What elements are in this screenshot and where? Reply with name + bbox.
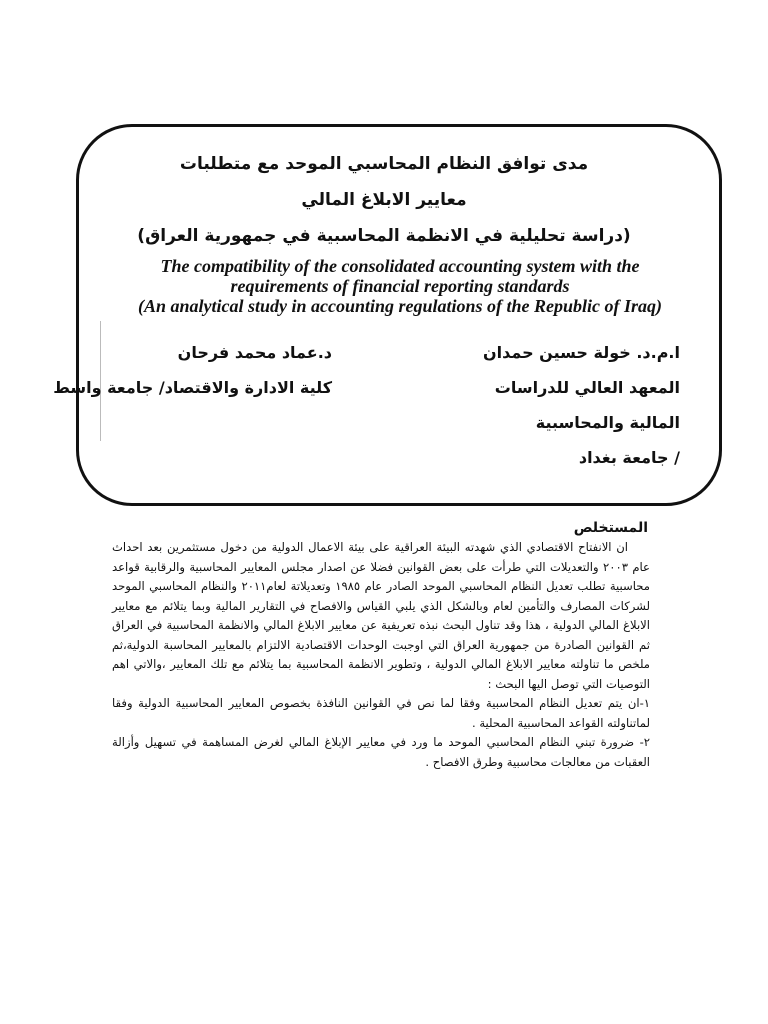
- abstract-heading: المستخلص: [573, 520, 648, 536]
- author1-affiliation-line-2: المالية والمحاسبية: [535, 413, 680, 432]
- abstract-paragraph: ان الانفتاح الاقتصادي الذي شهدته البيئة العراقية على بيئة الاعمال الدولية من دخول مستثمرين بعد احداث عام ٢٠٠٣ والتعديلات التي طرأت على بعض القوانين فضلا عن اصدار مجلس المعايير المحاسبية والرقابية قواعد محاسبية تطلب تعديل النظام المحاسبي الموحد الصادر عام ١٩٨٥ وتعديلاتة لعام٢٠١١ والنظام المحاسبي الموحد لشركات المصارف والتأمين لعام وبالشكل الذي يلبي القياس والافصاح في التقارير المالية وبما يتلائم مع معايير الابلاغ المالي الدولية ، هذا وقد تناول البحث نبذه تعريفية عن معايير الابلاغ المالي والانظمة المحاسبية في العراق ثم القوانين الصادرة من جمهورية العراق التي اوجبت الوحدات الاقتصادية الالتزام بالمعايير المحاسبة الدولية،ثم ملخص ما تناولته معايير الابلاغ المالي الدولية ، وتطوير الانظمة المحاسبية بما يتلائم مع تلك المعايير ،والاتي اهم التوصيات التي توصل اليها البحث :: [112, 540, 650, 691]
- author2-affiliation: كلية الادارة والاقتصاد/ جامعة واسط: [53, 378, 332, 397]
- recommendation-1: ١-ان يتم تعديل النظام المحاسبية وفقا لما نص في القوانين النافذة بخصوص المعايير المحاسبية الدولية وفقا لماتناولته القواعد المحاسبية المحلية .: [112, 696, 650, 730]
- abstract-body: [112, 538, 650, 772]
- author1-affiliation-line-3: / جامعة بغداد: [578, 448, 680, 467]
- arabic-title-line-3: (دراسة تحليلية في الانظمة المحاسبية في جمهورية العراق): [137, 226, 631, 246]
- english-title-line-1: The compatibility of the consolidated accounting system with the: [160, 256, 640, 276]
- recommendation-2: ٢- ضرورة تبني النظام المحاسبي الموحد ما ورد في معايير الإبلاغ المالي لغرض المساهمة في تسهيل وأزالة العقبات من معالجات محاسبية وطرق الافصاح .: [112, 735, 650, 769]
- arabic-title-line-2: معايير الابلاغ المالي: [301, 190, 467, 210]
- english-title-line-2: requirements of financial reporting standards: [230, 276, 570, 296]
- arabic-title-line-1: مدى توافق النظام المحاسبي الموحد مع متطلبات: [179, 154, 589, 174]
- english-title-line-3: (An analytical study in accounting regulations of the Republic of Iraq): [137, 296, 663, 316]
- author1-name: ا.م.د. خولة حسين حمدان: [482, 343, 680, 362]
- author1-affiliation-line-1: المعهد العالي للدراسات: [494, 378, 680, 397]
- author2-name: د.عماد محمد فرحان: [177, 343, 332, 362]
